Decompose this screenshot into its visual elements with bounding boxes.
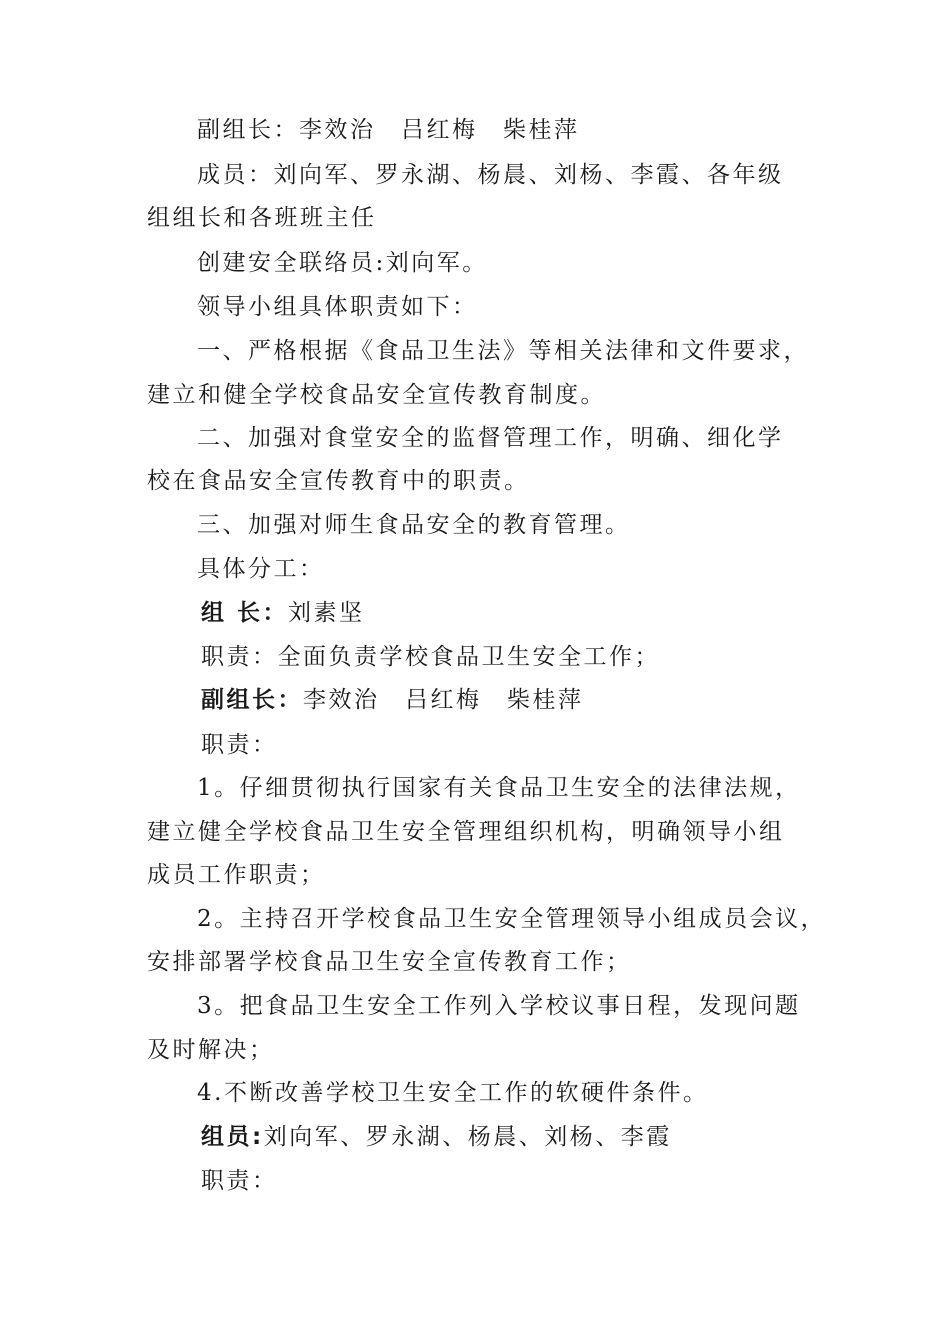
duty-three: 三、加强对师生食品安全的教育管理。 — [197, 512, 631, 538]
members-label: 组员: — [201, 1124, 264, 1150]
members-duty-label: 职责： — [201, 1168, 278, 1194]
duty-one-cont: 建立和健全学校食品安全宣传教育制度。 — [147, 382, 606, 408]
duty-two-cont: 校在食品安全宣传教育中的职责。 — [147, 468, 530, 494]
members-names: 刘向军、罗永湖、杨晨、刘杨、李霞 — [263, 1124, 672, 1150]
deputy-duty-2-cont: 安排部署学校食品卫生安全宣传教育工作； — [147, 949, 632, 975]
deputy-duty-1-cont2: 成员工作职责； — [147, 862, 326, 888]
members-line: 成员：刘向军、罗永湖、杨晨、刘杨、李霞、各年级 — [197, 162, 784, 188]
deputy-line — [201, 685, 584, 715]
deputy-duty-3-cont: 及时解决； — [147, 1037, 275, 1063]
deputy-duty-label: 职责： — [201, 732, 278, 758]
duty-two: 二、加强对食堂安全的监督管理工作，明确、细化学 — [197, 425, 784, 451]
deputy-duty-1: 1。仔细贯彻执行国家有关食品卫生安全的法律法规， — [197, 775, 801, 801]
division-heading: 具体分工： — [197, 556, 325, 582]
leader-line — [201, 598, 365, 628]
deputy-duty-2: 2。主持召开学校食品卫生安全管理领导小组成员会议， — [197, 906, 827, 932]
members-group-line — [201, 1122, 672, 1152]
leader-name: 刘素坚 — [288, 600, 365, 626]
deputy-duty-1-cont: 建立健全学校食品卫生安全管理组织机构，明确领导小组 — [147, 819, 785, 845]
deputy-names: 李效治 吕红梅 柴桂萍 — [303, 687, 584, 713]
liaison-line: 创建安全联络员:刘向军。 — [197, 250, 488, 276]
deputy-leaders-line: 副组长：李效治 吕红梅 柴桂萍 — [197, 117, 580, 143]
duty-one: 一、严格根据《食品卫生法》等相关法律和文件要求， — [197, 338, 809, 364]
leader-label: 组 长： — [201, 600, 289, 626]
deputy-label: 副组长： — [201, 687, 303, 713]
members-line-cont: 组组长和各班班主任 — [147, 205, 377, 231]
leader-duty: 职责：全面负责学校食品卫生安全工作； — [201, 644, 660, 670]
deputy-duty-3: 3。把食品卫生安全工作列入学校议事日程，发现问题 — [197, 993, 801, 1019]
deputy-duty-4: 4.不断改善学校卫生安全工作的软硬件条件。 — [197, 1080, 709, 1106]
duties-heading: 领导小组具体职责如下： — [197, 294, 478, 320]
